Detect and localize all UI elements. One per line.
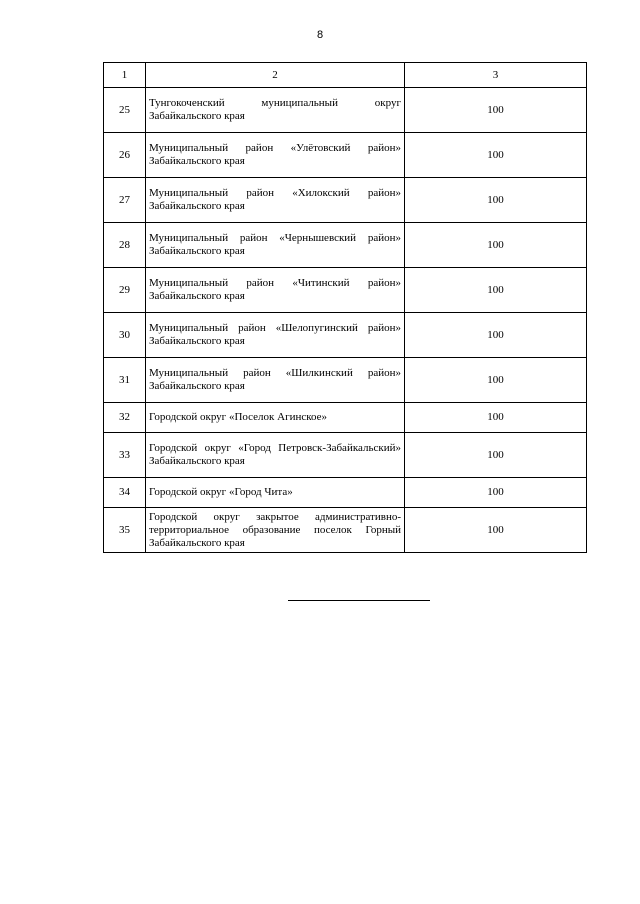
header-cell: 3 [405, 63, 587, 88]
header-cell: 2 [146, 63, 405, 88]
row-number: 34 [104, 478, 146, 508]
row-value: 100 [405, 178, 587, 223]
table-row [104, 178, 587, 223]
municipality-name: Муниципальный район «Чернышевский район» Забайкальского края [146, 223, 405, 268]
row-value: 100 [405, 358, 587, 403]
table-header-row [104, 63, 587, 88]
table-row [104, 223, 587, 268]
row-number: 32 [104, 403, 146, 433]
row-number: 26 [104, 133, 146, 178]
row-number: 27 [104, 178, 146, 223]
table-row [104, 88, 587, 133]
municipality-name: Тунгокоченский муниципальный округ Забайкальского края [146, 88, 405, 133]
row-number: 31 [104, 358, 146, 403]
municipalities-table [103, 62, 587, 553]
table-row [104, 313, 587, 358]
end-separator-line [288, 600, 430, 601]
municipality-name: Городской округ «Город Петровск-Забайкальский» Забайкальского края [146, 433, 405, 478]
row-value: 100 [405, 88, 587, 133]
row-value: 100 [405, 433, 587, 478]
row-value: 100 [405, 403, 587, 433]
row-number: 35 [104, 508, 146, 553]
page-number: 8 [316, 29, 324, 41]
row-number: 33 [104, 433, 146, 478]
row-value: 100 [405, 478, 587, 508]
table-row [104, 133, 587, 178]
row-number: 30 [104, 313, 146, 358]
table-row [104, 478, 587, 508]
table-row [104, 268, 587, 313]
row-number: 29 [104, 268, 146, 313]
municipality-name: Городской округ закрытое административно-территориальное образование поселок Горный Забайкальского края [146, 508, 405, 553]
municipality-name: Муниципальный район «Читинский район» Забайкальского края [146, 268, 405, 313]
table-row [104, 403, 587, 433]
header-cell: 1 [104, 63, 146, 88]
row-value: 100 [405, 508, 587, 553]
municipality-name: Муниципальный район «Шелопугинский район» Забайкальского края [146, 313, 405, 358]
municipality-name: Городской округ «Поселок Агинское» [146, 403, 405, 433]
row-value: 100 [405, 268, 587, 313]
row-number: 25 [104, 88, 146, 133]
municipality-name: Муниципальный район «Хилокский район» Забайкальского края [146, 178, 405, 223]
row-number: 28 [104, 223, 146, 268]
table-row [104, 508, 587, 553]
row-value: 100 [405, 133, 587, 178]
municipality-name: Муниципальный район «Шилкинский район» Забайкальского края [146, 358, 405, 403]
row-value: 100 [405, 313, 587, 358]
table-row [104, 358, 587, 403]
municipality-name: Городской округ «Город Чита» [146, 478, 405, 508]
table-row [104, 433, 587, 478]
municipality-name: Муниципальный район «Улётовский район» Забайкальского края [146, 133, 405, 178]
row-value: 100 [405, 223, 587, 268]
